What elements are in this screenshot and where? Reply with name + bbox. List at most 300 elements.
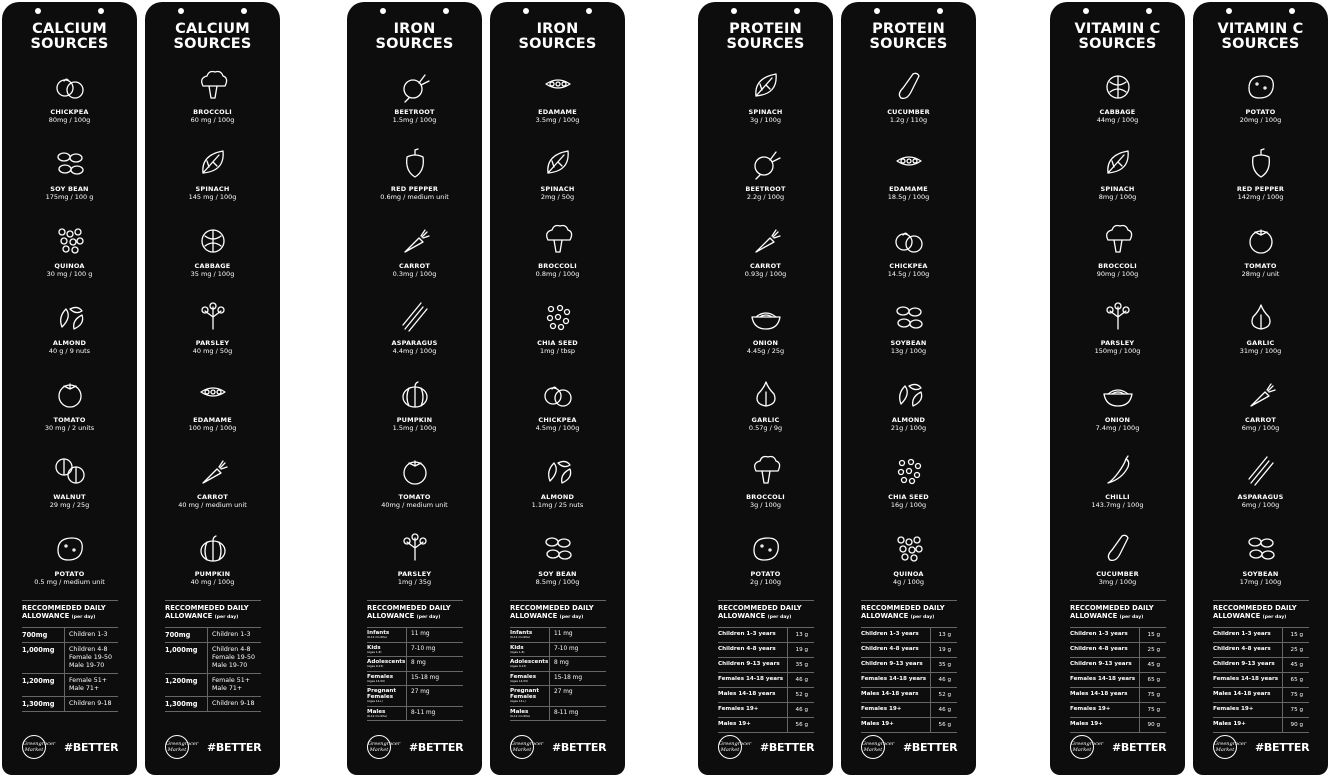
food-item	[841, 453, 976, 529]
hashtag-label: #BETTER	[409, 741, 464, 754]
daily-allowance-heading: RECCOMMEDED DAILY ALLOWANCE	[367, 604, 451, 620]
food-item	[1050, 453, 1185, 529]
food-name: SOY BEAN	[50, 185, 89, 193]
food-name: CHICKPEA	[50, 108, 89, 116]
allowance-amount: 90 g	[1147, 722, 1160, 728]
allowance-amount: 35 g	[795, 662, 808, 668]
daily-allowance-title	[165, 600, 261, 622]
allowance-row	[165, 627, 261, 642]
food-name: BEETROOT	[394, 108, 435, 116]
allowance-group-age: (Ages 1-8)	[367, 649, 382, 654]
allowance-row	[367, 642, 463, 657]
allowance-amount: 19 g	[795, 647, 808, 653]
hanging-hole	[1226, 8, 1232, 14]
food-item	[841, 376, 976, 452]
allowance-group-label: Females	[367, 673, 394, 680]
allowance-amount: 700mg	[165, 628, 208, 642]
tomato-icon	[1243, 222, 1279, 258]
food-amount: 2mg / 50g	[540, 193, 575, 201]
allowance-amount: 75 g	[1147, 692, 1160, 698]
cabbage-icon	[1100, 68, 1136, 104]
allowance-group: Females 19+	[1070, 703, 1140, 717]
food-name: POTATO	[1245, 108, 1276, 116]
food-amount: 30 mg / 100 g	[46, 270, 93, 278]
poster-panel	[1050, 2, 1185, 775]
allowance-group-label: Adolescents	[367, 659, 406, 665]
food-amount: 14.5g / 100g	[887, 270, 930, 278]
allowance-amount: 75 g	[1290, 707, 1303, 713]
allowance-row	[718, 672, 814, 687]
food-name: ALMOND	[891, 416, 926, 424]
daily-allowance-table	[22, 600, 118, 712]
poster-panel	[841, 2, 976, 775]
hanging-hole	[1289, 8, 1295, 14]
daily-allowance-table	[1213, 600, 1309, 733]
allowance-group: Children 1-3	[212, 631, 251, 638]
panel-title-line: IRON	[393, 21, 436, 37]
panel-title-line: SOURCES	[726, 36, 805, 52]
food-amount: 40mg / medium unit	[381, 501, 448, 509]
allowance-amount: 15-18 mg	[554, 674, 583, 681]
panel-title-line: PROTEIN	[729, 21, 802, 37]
food-item	[490, 299, 625, 375]
food-amount: 3g / 100g	[749, 116, 782, 124]
food-amount: 3g / 100g	[749, 501, 782, 509]
food-name: CARROT	[750, 262, 781, 270]
food-item	[1193, 222, 1328, 298]
food-name: ALMOND	[540, 493, 575, 501]
daily-allowance-heading: RECCOMMEDED DAILY ALLOWANCE	[1070, 604, 1154, 620]
allowance-row	[510, 642, 606, 657]
daily-allowance-table	[1070, 600, 1166, 733]
food-amount: 1.1mg / 25 nuts	[531, 501, 584, 509]
food-amount: 4g / 100g	[892, 578, 925, 586]
allowance-row	[1213, 687, 1309, 702]
food-name: SPINACH	[1100, 185, 1135, 193]
daily-allowance-heading: RECCOMMEDED DAILY ALLOWANCE	[165, 604, 249, 620]
allowance-amount: 7-10 mg	[411, 645, 436, 652]
food-amount: 150mg / 100g	[1094, 347, 1141, 355]
food-amount: 3.5mg / 100g	[535, 116, 580, 124]
daily-allowance-suffix: (per day)	[1262, 615, 1287, 620]
allowance-amount: 700mg	[22, 628, 65, 642]
allowance-row	[367, 685, 463, 706]
food-item	[1193, 145, 1328, 221]
food-name: SPINACH	[195, 185, 230, 193]
allowance-group: Children 1-3	[69, 631, 108, 638]
food-amount: 35 mg / 100g	[190, 270, 235, 278]
parsley-icon	[1100, 299, 1136, 335]
food-item	[347, 222, 482, 298]
food-item	[2, 299, 137, 375]
food-amount: 30 mg / 2 units	[44, 424, 95, 432]
food-amount: 3mg / 100g	[1098, 578, 1137, 586]
allowance-row	[861, 702, 957, 717]
food-item	[347, 376, 482, 452]
allowance-group: Males 14-18 years	[1213, 688, 1283, 702]
food-name: PUMPKIN	[396, 416, 433, 424]
allowance-row	[718, 717, 814, 733]
allowance-amount: 1,300mg	[165, 697, 208, 711]
allowance-row	[1070, 627, 1166, 642]
daily-allowance-table	[165, 600, 261, 712]
food-item	[490, 376, 625, 452]
daily-allowance-suffix: (per day)	[910, 615, 935, 620]
daily-allowance-heading: RECCOMMEDED DAILY ALLOWANCE	[510, 604, 594, 620]
allowance-group-label: Kids	[510, 644, 524, 651]
food-item	[1193, 68, 1328, 144]
allowance-row	[510, 656, 606, 671]
food-item	[490, 222, 625, 298]
food-amount: 4.4mg / 100g	[392, 347, 437, 355]
food-amount: 2g / 100g	[749, 578, 782, 586]
panel-title	[1050, 22, 1185, 52]
allowance-group: Females 14-18 years	[1070, 673, 1140, 687]
brand-logo: Greengrocer Market	[718, 735, 742, 759]
allowance-row	[1070, 657, 1166, 672]
food-name: TOMATO	[1244, 262, 1277, 270]
quinoa-icon	[52, 222, 88, 258]
allowance-row	[165, 696, 261, 712]
allowance-group: Children 1-3 years	[861, 628, 931, 642]
allowance-group-age: (Ages 14+)	[367, 699, 383, 703]
allowance-group: Males 19+	[718, 718, 788, 732]
food-amount: 0.3mg / 100g	[392, 270, 437, 278]
food-amount: 143.7mg / 100g	[1091, 501, 1144, 509]
edamame-icon	[540, 68, 576, 104]
allowance-amount: 1,000mg	[22, 643, 65, 673]
panel-title-line: CALCIUM	[175, 21, 250, 37]
food-item	[1050, 299, 1185, 375]
food-name: CHILLI	[1105, 493, 1130, 501]
potato-icon	[52, 530, 88, 566]
hanging-hole	[523, 8, 529, 14]
panel-title	[1193, 22, 1328, 52]
allowance-group: Children 4-8 Female 19-50 Male 19-70	[212, 646, 256, 669]
carrot-icon	[195, 453, 231, 489]
allowance-group-age: (6-12 months)	[367, 713, 387, 718]
panel-title-line: SOURCES	[869, 36, 948, 52]
allowance-group-age: (Ages 14-50)	[510, 678, 529, 683]
potato-icon	[748, 530, 784, 566]
garlic-icon	[748, 376, 784, 412]
panel-title	[841, 22, 976, 52]
allowance-amount: 15 g	[1290, 632, 1303, 638]
food-item	[698, 453, 833, 529]
food-name: CABBAGE	[194, 262, 231, 270]
hanging-hole	[794, 8, 800, 14]
food-item	[1050, 376, 1185, 452]
daily-allowance-title	[510, 600, 606, 622]
poster-panel	[145, 2, 280, 775]
allowance-group: Females 14-18 years	[1213, 673, 1283, 687]
broccoli-icon	[748, 453, 784, 489]
food-amount: 7.4mg / 100g	[1095, 424, 1140, 432]
almond-icon	[52, 299, 88, 335]
hashtag-label: #BETTER	[552, 741, 607, 754]
food-name: ONION	[1104, 416, 1131, 424]
brand-logo: Greengrocer Market	[510, 735, 534, 759]
allowance-group	[510, 657, 550, 671]
potato-icon	[1243, 68, 1279, 104]
hanging-hole	[1146, 8, 1152, 14]
food-amount: 18.5g / 100g	[887, 193, 930, 201]
food-name: CARROT	[197, 493, 228, 501]
food-amount: 16g / 100g	[890, 501, 927, 509]
food-name: BROCCOLI	[1098, 262, 1137, 270]
bean-icon	[1243, 530, 1279, 566]
pepper-icon	[1243, 145, 1279, 181]
hanging-hole	[35, 8, 41, 14]
food-amount: 40 mg / 100g	[190, 578, 235, 586]
chilli-icon	[1100, 453, 1136, 489]
food-item	[1193, 376, 1328, 452]
broccoli-icon	[195, 68, 231, 104]
food-item	[1050, 530, 1185, 606]
food-name: EDAMAME	[193, 416, 232, 424]
food-item	[1050, 68, 1185, 144]
pumpkin-icon	[195, 530, 231, 566]
allowance-row	[22, 673, 118, 696]
edamame-icon	[195, 376, 231, 412]
spinach-icon	[540, 145, 576, 181]
allowance-row	[510, 685, 606, 706]
allowance-group: Children 4-8 years	[861, 643, 931, 657]
allowance-row	[861, 642, 957, 657]
hashtag-label: #BETTER	[1255, 741, 1310, 754]
allowance-group: Males 14-18 years	[1070, 688, 1140, 702]
allowance-group: Children 9-18	[212, 700, 255, 707]
allowance-group	[367, 707, 407, 721]
food-item	[698, 68, 833, 144]
allowance-row	[367, 706, 463, 722]
allowance-group: Female 51+ Male 71+	[69, 677, 108, 692]
food-amount: 0.57g / 9g	[748, 424, 783, 432]
allowance-row	[1213, 717, 1309, 733]
food-name: CABBAGE	[1099, 108, 1136, 116]
chickpea-icon	[540, 376, 576, 412]
allowance-group-age: (Ages 14+)	[510, 699, 526, 703]
allowance-row	[1213, 702, 1309, 717]
allowance-row	[510, 627, 606, 642]
food-amount: 0.93g / 100g	[744, 270, 787, 278]
pepper-icon	[397, 145, 433, 181]
food-item	[841, 222, 976, 298]
parsley-icon	[397, 530, 433, 566]
spinach-icon	[1100, 145, 1136, 181]
food-amount: 13g / 100g	[890, 347, 927, 355]
food-amount: 1mg / 35g	[397, 578, 432, 586]
allowance-row	[367, 656, 463, 671]
allowance-amount: 90 g	[1290, 722, 1303, 728]
tomato-icon	[52, 376, 88, 412]
brand-logo: Greengrocer Market	[1213, 735, 1237, 759]
allowance-group: Female 51+ Male 71+	[212, 677, 251, 692]
allowance-amount: 11 mg	[411, 631, 430, 637]
food-name: ASPARAGUS	[1237, 493, 1284, 501]
food-item	[490, 453, 625, 529]
brand-logo: Greengrocer Market	[1070, 735, 1094, 759]
allowance-row	[861, 717, 957, 733]
food-name: PARSLEY	[195, 339, 230, 347]
allowance-row	[718, 627, 814, 642]
chickpea-icon	[891, 222, 927, 258]
allowance-amount: 46 g	[938, 677, 951, 683]
almond-icon	[540, 453, 576, 489]
food-name: CARROT	[399, 262, 430, 270]
daily-allowance-suffix: (per day)	[1119, 615, 1144, 620]
daily-allowance-heading: RECCOMMEDED DAILY ALLOWANCE	[1213, 604, 1297, 620]
allowance-group: Males 19+	[861, 718, 931, 732]
pumpkin-icon	[397, 376, 433, 412]
food-name: CUCUMBER	[887, 108, 930, 116]
food-item	[1193, 530, 1328, 606]
allowance-amount: 75 g	[1147, 707, 1160, 713]
onion-icon	[748, 299, 784, 335]
allowance-group	[367, 643, 407, 657]
allowance-amount: 27 mg	[554, 689, 573, 695]
food-amount: 31mg / 100g	[1239, 347, 1282, 355]
brand-logo: Greengrocer Market	[165, 735, 189, 759]
allowance-group: Females 19+	[1213, 703, 1283, 717]
food-amount: 1mg / tbsp	[539, 347, 576, 355]
parsley-icon	[195, 299, 231, 335]
brand-logo: Greengrocer Market	[861, 735, 885, 759]
hashtag-label: #BETTER	[903, 741, 958, 754]
allowance-group	[510, 686, 550, 706]
panel-title-line: PROTEIN	[872, 21, 945, 37]
allowance-group	[510, 707, 550, 721]
allowance-group	[510, 672, 550, 686]
food-item	[2, 145, 137, 221]
allowance-amount: 65 g	[1290, 677, 1303, 683]
food-name: BROCCOLI	[746, 493, 785, 501]
allowance-group-age: (6-12 months)	[510, 713, 530, 718]
food-amount: 142mg / 100g	[1237, 193, 1284, 201]
food-name: EDAMAME	[889, 185, 928, 193]
food-name: PARSLEY	[1100, 339, 1135, 347]
food-amount: 60 mg / 100g	[190, 116, 235, 124]
allowance-group: Children 9-13 years	[718, 658, 788, 672]
allowance-amount: 45 g	[1290, 662, 1303, 668]
allowance-row	[1213, 657, 1309, 672]
cucumber-icon	[891, 68, 927, 104]
food-name: QUINOA	[54, 262, 85, 270]
panel-footer	[1213, 735, 1313, 761]
allowance-amount: 25 g	[1147, 647, 1160, 653]
food-amount: 6mg / 100g	[1241, 501, 1280, 509]
food-item	[490, 68, 625, 144]
allowance-row	[1213, 627, 1309, 642]
food-amount: 0.5 mg / medium unit	[34, 578, 105, 586]
food-name: ONION	[752, 339, 779, 347]
allowance-row	[22, 642, 118, 673]
food-amount: 1.2g / 110g	[889, 116, 928, 124]
allowance-group-age: (6-12 months)	[510, 635, 530, 639]
poster-panel	[347, 2, 482, 775]
panel-title	[490, 22, 625, 52]
food-name: PUMPKIN	[194, 570, 231, 578]
food-name: WALNUT	[53, 493, 86, 501]
panel-title-line: IRON	[536, 21, 579, 37]
brand-logo: Greengrocer Market	[367, 735, 391, 759]
food-name: SPINACH	[540, 185, 575, 193]
allowance-row	[718, 687, 814, 702]
allowance-row	[861, 657, 957, 672]
allowance-group: Children 9-18	[69, 700, 112, 707]
allowance-group	[510, 643, 550, 657]
food-name: TOMATO	[398, 493, 431, 501]
bean-icon	[52, 145, 88, 181]
food-amount: 29 mg / 25g	[49, 501, 90, 509]
allowance-row	[1070, 717, 1166, 733]
food-name: CHICKPEA	[889, 262, 928, 270]
allowance-row	[510, 706, 606, 722]
allowance-group-label: Pregnant Females	[510, 688, 540, 700]
allowance-amount: 65 g	[1147, 677, 1160, 683]
panel-title-line: SOURCES	[375, 36, 454, 52]
food-amount: 4.5mg / 100g	[535, 424, 580, 432]
allowance-amount: 1,200mg	[22, 674, 65, 696]
beetroot-icon	[748, 145, 784, 181]
onion-icon	[1100, 376, 1136, 412]
food-name: SOYBEAN	[1242, 570, 1279, 578]
hanging-hole	[1083, 8, 1089, 14]
allowance-group: Females 14-18 years	[861, 673, 931, 687]
daily-allowance-title	[861, 600, 957, 622]
food-amount: 0.6mg / medium unit	[380, 193, 449, 201]
panel-title	[698, 22, 833, 52]
allowance-row	[1070, 687, 1166, 702]
food-item	[347, 453, 482, 529]
food-name: QUINOA	[893, 570, 924, 578]
food-item	[2, 530, 137, 606]
allowance-amount: 15 g	[1147, 632, 1160, 638]
allowance-group	[367, 672, 407, 686]
food-name: CUCUMBER	[1096, 570, 1139, 578]
panel-title-line: SOURCES	[173, 36, 252, 52]
allowance-row	[718, 642, 814, 657]
panel-title	[2, 22, 137, 52]
carrot-icon	[748, 222, 784, 258]
carrot-icon	[397, 222, 433, 258]
allowance-group: Females 19+	[718, 703, 788, 717]
food-item	[2, 222, 137, 298]
allowance-row	[1213, 672, 1309, 687]
food-item	[347, 68, 482, 144]
daily-allowance-table	[718, 600, 814, 733]
daily-allowance-table	[861, 600, 957, 733]
allowance-group: Males 19+	[1213, 718, 1283, 732]
allowance-amount: 27 mg	[411, 689, 430, 695]
allowance-group: Children 4-8 Female 19-50 Male 19-70	[69, 646, 113, 669]
seeds-icon	[891, 453, 927, 489]
daily-allowance-heading: RECCOMMEDED DAILY ALLOWANCE	[22, 604, 106, 620]
allowance-group: Females 14-18 years	[718, 673, 788, 687]
food-name: CHICKPEA	[538, 416, 577, 424]
allowance-group: Children 4-8 years	[718, 643, 788, 657]
food-item	[841, 299, 976, 375]
hanging-hole	[178, 8, 184, 14]
allowance-amount: 19 g	[938, 647, 951, 653]
allowance-amount: 1,000mg	[165, 643, 208, 673]
daily-allowance-heading: RECCOMMEDED DAILY ALLOWANCE	[861, 604, 945, 620]
walnut-icon	[52, 453, 88, 489]
allowance-amount: 52 g	[938, 692, 951, 698]
food-amount: 4.45g / 25g	[746, 347, 785, 355]
allowance-row	[165, 642, 261, 673]
broccoli-icon	[540, 222, 576, 258]
